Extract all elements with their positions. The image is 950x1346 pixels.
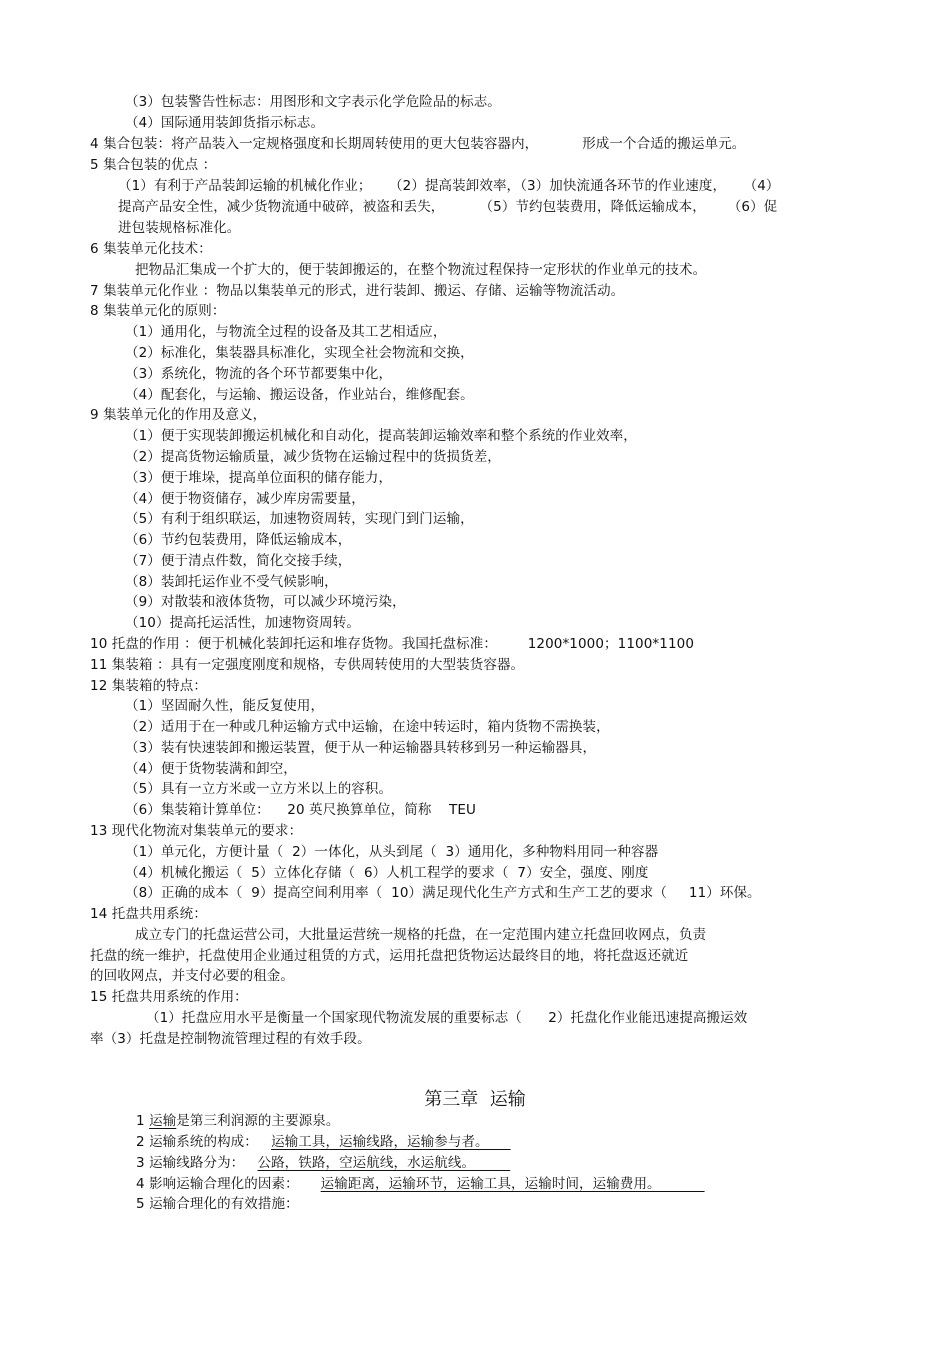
text-line: （3）包装警告性标志：用图形和文字表示化学危险品的标志。 bbox=[125, 94, 501, 110]
text-line: 8 集装单元化的原则： bbox=[90, 303, 226, 319]
ch3-line-5: 5 运输合理化的有效措施： bbox=[136, 1196, 299, 1212]
text-line: 把物品汇集成一个扩大的，便于装卸搬运的，在整个物流过程保持一定形状的作业单元的技术。 bbox=[135, 262, 707, 278]
text-line: 9 集装单元化的作用及意义， bbox=[90, 407, 267, 423]
text-line: 提高产品安全性，减少货物流通中破碎，被盗和丢失， （5）节约包装费用，降低运输成本， （6）促 bbox=[118, 199, 778, 215]
ch3-line-1: 1 运输是第三利润源的主要源泉。 bbox=[136, 1113, 340, 1129]
text-line: 成立专门的托盘运营公司，大批量运营统一规格的托盘，在一定范围内建立托盘回收网点，负责 bbox=[135, 927, 707, 943]
text-line: 15 托盘共用系统的作用： bbox=[90, 989, 248, 1005]
text-line: 6 集装单元化技术： bbox=[90, 241, 212, 257]
text-line: （8）装卸托运作业不受气候影响， bbox=[125, 574, 338, 590]
text-line: 11 集装箱 ：具有一定强度刚度和规格，专供周转使用的大型装货容器。 bbox=[90, 657, 525, 673]
text-line: （3）装有快速装卸和搬运装置，便于从一种运输器具转移到另一种运输器具， bbox=[125, 740, 597, 756]
text-line: 13 现代化物流对集装单元的要求： bbox=[90, 823, 303, 839]
text-line: 的回收网点，并支付必要的租金。 bbox=[90, 968, 294, 984]
ch3-line-3: 3 运输线路分为： 公路，铁路，空运航线，水运航线。 bbox=[136, 1155, 511, 1171]
text-line: （4）便于货物装满和卸空， bbox=[125, 761, 297, 777]
text-line: （3）便于堆垛，提高单位面积的储存能力， bbox=[125, 470, 393, 486]
text-line: （1）托盘应用水平是衡量一个国家现代物流发展的重要标志（ 2）托盘化作业能迅速提高搬运效 bbox=[146, 1010, 748, 1026]
text-line: （2）提高货物运输质量，减少货物在运输过程中的货损货差， bbox=[125, 449, 501, 465]
text-line: 率（3）托盘是控制物流管理过程的有效手段。 bbox=[90, 1031, 371, 1047]
text-line: （4）便于物资储存，减少库房需要量， bbox=[125, 491, 365, 507]
text-line: （5）有利于组织联运，加速物资周转，实现门到门运输， bbox=[125, 511, 474, 527]
chapter-title: 第三章 运输 bbox=[424, 1089, 526, 1110]
text-line: 14 托盘共用系统： bbox=[90, 906, 207, 922]
text-line: （6）集装箱计算单位： 20 英尺换算单位，简称 TEU bbox=[125, 802, 476, 818]
ch3-line-4: 4 影响运输合理化的因素： 运输距离，运输环节，运输工具，运输时间，运输费用。 bbox=[136, 1176, 705, 1192]
text-line: （9）对散装和液体货物，可以减少环境污染， bbox=[125, 594, 406, 610]
text-line: （8）正确的成本（ 9）提高空间利用率（ 10）满足现代化生产方式和生产工艺的要求（ 11）环保。 bbox=[125, 885, 761, 901]
text-line: （6）节约包装费用，降低运输成本， bbox=[125, 532, 352, 548]
text-line: （10）提高托运活性，加速物资周转。 bbox=[125, 615, 360, 631]
ch3-line-2: 2 运输系统的构成： 运输工具，运输线路，运输参与者。 bbox=[136, 1134, 511, 1150]
text-line: （3）系统化，物流的各个环节都要集中化， bbox=[125, 366, 393, 382]
text-line: （1）单元化，方便计量（ 2）一体化，从头到尾（ 3）通用化，多种物料用同一种容器 bbox=[125, 844, 659, 860]
text-line: 10 托盘的作用 ：便于机械化装卸托运和堆存货物。我国托盘标准： 1200*1000；1100*1100 bbox=[90, 636, 695, 652]
text-line: 托盘的统一维护，托盘使用企业通过租赁的方式，运用托盘把货物运达最终目的地，将托盘返还就近 bbox=[90, 948, 689, 964]
text-line: （1）便于实现装卸搬运机械化和自动化，提高装卸运输效率和整个系统的作业效率， bbox=[125, 428, 637, 444]
text-line: 12 集装箱的特点： bbox=[90, 678, 207, 694]
text-line: （7）便于清点件数，简化交接手续， bbox=[125, 553, 352, 569]
text-line: （2）适用于在一种或几种运输方式中运输，在途中转运时，箱内货物不需换装， bbox=[125, 719, 610, 735]
text-line: （1）通用化，与物流全过程的设备及其工艺相适应， bbox=[125, 324, 447, 340]
text-line: （4）国际通用装卸货指示标志。 bbox=[125, 115, 325, 131]
text-line: 4 集合包装：将产品装入一定规格强度和长期周转使用的更大包装容器内， 形成一个合适的搬运单元。 bbox=[90, 136, 746, 152]
text-line: （4）机械化搬运（ 5）立体化存储（ 6）人机工程学的要求（ 7）安全，强度、刚度 bbox=[125, 865, 649, 881]
text-line: （2）标准化，集装器具标准化，实现全社会物流和交换， bbox=[125, 345, 474, 361]
text-line: （1）坚固耐久性，能反复使用， bbox=[125, 698, 325, 714]
text-line: （1）有利于产品装卸运输的机械化作业； （2）提高装卸效率，（3）加快流通各环节的作业速度， （4） bbox=[118, 178, 780, 194]
text-line: （5）具有一立方米或一立方米以上的容积。 bbox=[125, 781, 393, 797]
text-line: 进包装规格标准化。 bbox=[118, 220, 241, 236]
text-line: 5 集合包装的优点 ： bbox=[90, 157, 217, 173]
text-line: 7 集装单元化作业 ：物品以集装单元的形式，进行装卸、搬运、存储、运输等物流活动。 bbox=[90, 283, 625, 299]
text-line: （4）配套化，与运输、搬运设备，作业站台，维修配套。 bbox=[125, 387, 474, 403]
